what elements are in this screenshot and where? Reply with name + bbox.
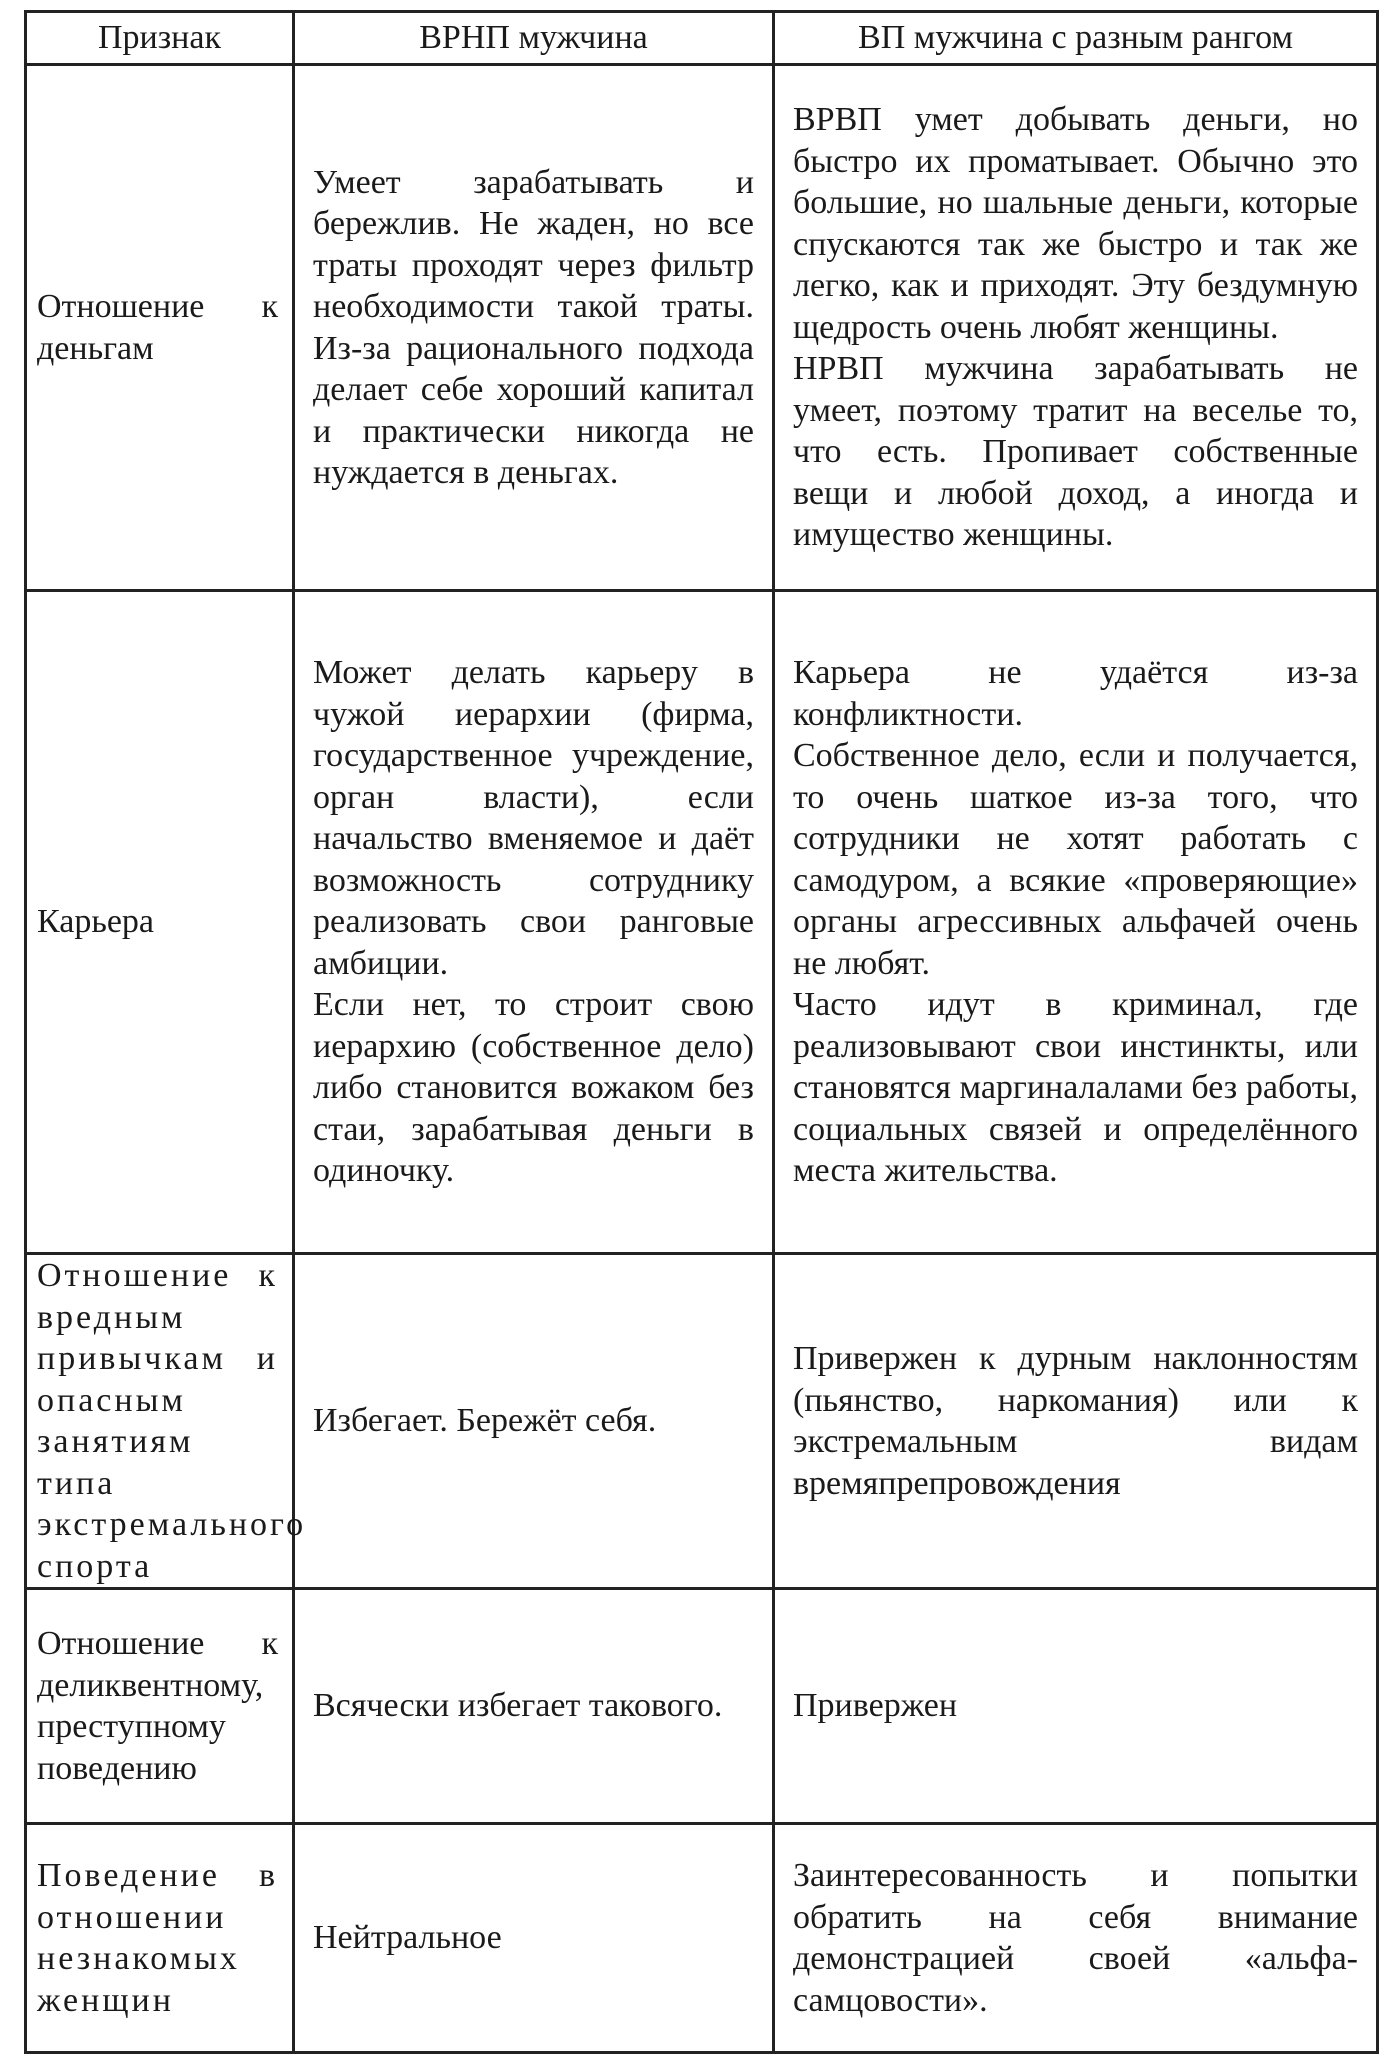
cell-paragraph: Собственное дело, если и получается, то очень шаткое из-за того, что сотрудники не хотят работать с самодуром, а всякие «проверяющие» органы агрессивных альфачей очень не любят. [793, 737, 1358, 982]
table-row-money [26, 65, 1378, 591]
cell-feature: Отношение к вредным привычкам и опасным занятиям типа экстремального спорта [26, 1254, 294, 1589]
header-vrnp: ВРНП мужчина [294, 12, 774, 65]
cell-paragraph: Карьера не удаётся из-за конфликтности. [793, 654, 1358, 733]
table-header-row [26, 12, 1378, 65]
table-row-women [26, 1824, 1378, 2053]
cell-vp [774, 591, 1378, 1254]
cell-vp: Привержен к дурным наклонностям (пьянство, наркомания) или к экстремальным видам времяпрепровождения [774, 1254, 1378, 1589]
cell-paragraph: Часто идут в криминал, где реализовывают свои инстинкты, или становятся маргиналалами без работы, социальных связей и определённого места жительства. [793, 986, 1358, 1190]
cell-vrnp: Умеет зарабатывать и бережлив. Не жаден, но все траты проходят через фильтр необходимости такой траты. Из-за рационального подхода делает себе хороший капитал и практически никогда не нуждается в деньгах. [294, 65, 774, 591]
cell-vrnp [294, 591, 774, 1254]
table-row-delinquency [26, 1589, 1378, 1824]
cell-vp: Заинтересованность и попытки обратить на себя внимание демонстрацией своей «альфа-самцовости». [774, 1824, 1378, 2053]
cell-paragraph: Если нет, то строит свою иерархию (собственное дело) либо становится вожаком без стаи, зарабатывая деньги в одиночку. [313, 986, 754, 1190]
cell-feature: Карьера [26, 591, 294, 1254]
cell-vp [774, 65, 1378, 591]
comparison-table [24, 10, 1379, 2054]
header-feature: Признак [26, 12, 294, 65]
cell-vrnp: Всячески избегает такового. [294, 1589, 774, 1824]
cell-feature: Отношение к деньгам [26, 65, 294, 591]
header-vp: ВП мужчина с разным рангом [774, 12, 1378, 65]
cell-feature: Отношение к деликвентному, преступному поведению [26, 1589, 294, 1824]
table-row-career [26, 591, 1378, 1254]
cell-feature: Поведение в отношении незнакомых женщин [26, 1824, 294, 2053]
cell-paragraph: НРВП мужчина зарабатывать не умеет, поэтому тратит на веселье то, что есть. Пропивает собственные вещи и любой доход, а иногда и имущество женщины. [793, 350, 1358, 554]
cell-vp: Привержен [774, 1589, 1378, 1824]
cell-paragraph: Может делать карьеру в чужой иерархии (фирма, государственное учреждение, орган власти), если начальство вменяемое и даёт возможность сотруднику реализовать свои ранговые амбиции. [313, 654, 754, 982]
cell-vrnp: Нейтральное [294, 1824, 774, 2053]
cell-paragraph: ВРВП умет добывать деньги, но быстро их проматывает. Обычно это большие, но шальные деньги, которые спускаются так же быстро и так же легко, как и приходят. Эту бездумную щедрость очень любят женщины. [793, 101, 1358, 346]
table-row-habits [26, 1254, 1378, 1589]
cell-vrnp: Избегает. Бережёт себя. [294, 1254, 774, 1589]
